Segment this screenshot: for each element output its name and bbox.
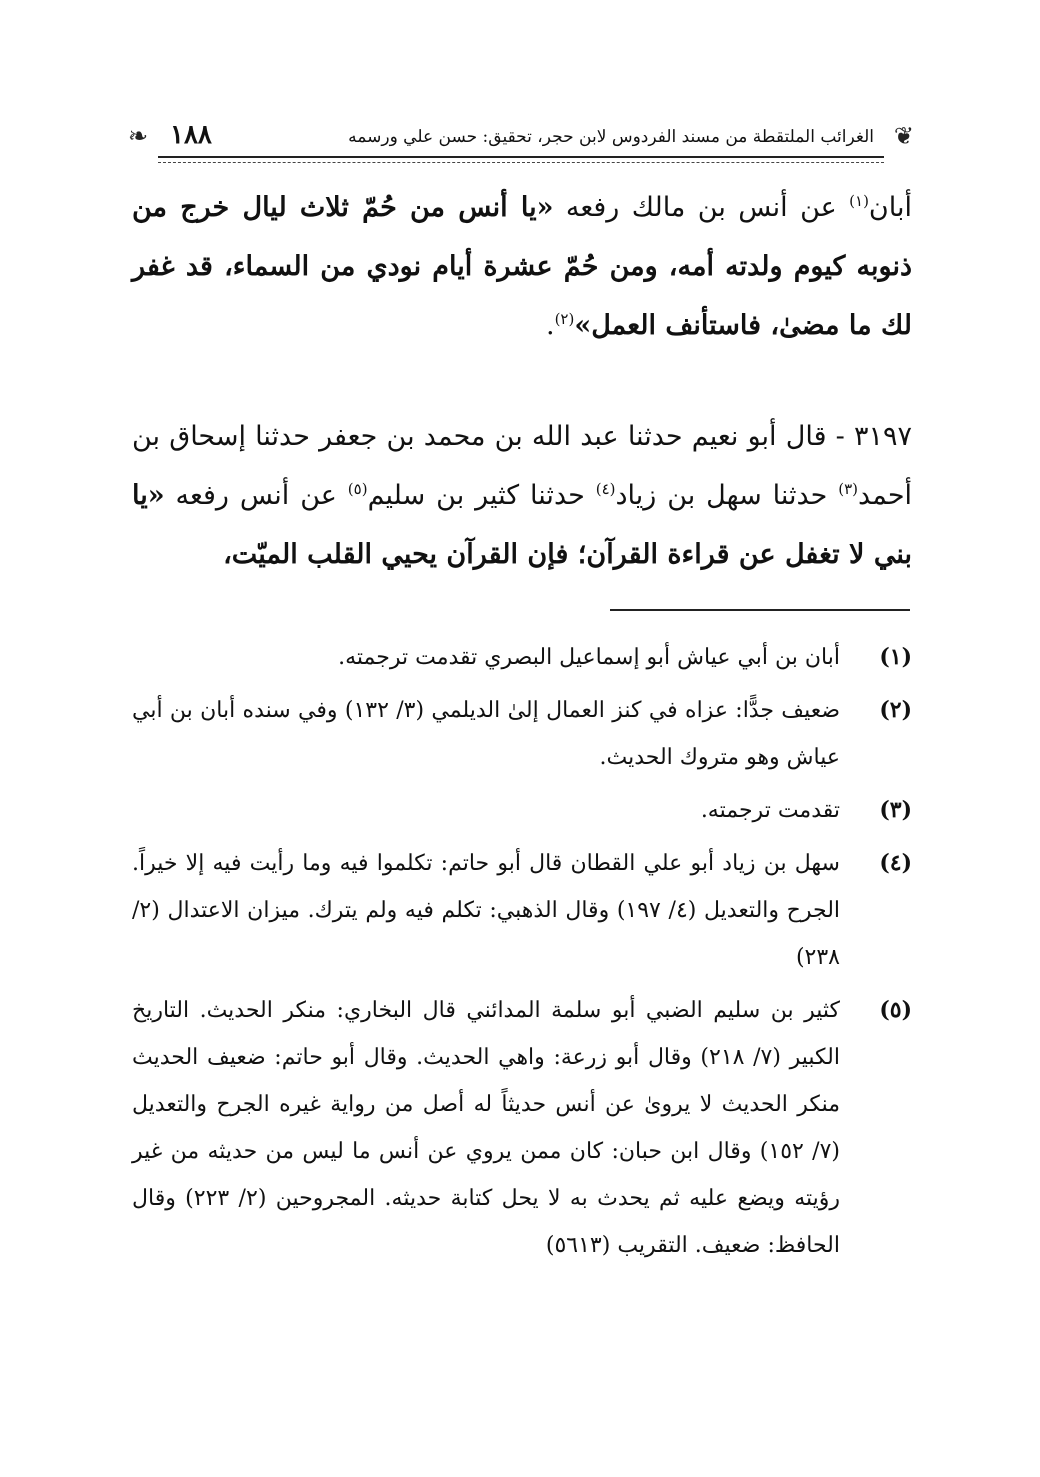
footnote-number: (٣) [879,797,912,823]
footnote-number: (١) [879,644,912,670]
footnote-text: ضعيف جدًّا: عزاه في كنز العمال إلىٰ الديلمي (٣/ ١٣٢) وفي سنده أبان بن أبي عياش وهو متروك الحديث. [132,698,841,770]
footnote-ref: (٤) [595,480,616,498]
footnote-ref: (١) [849,192,869,210]
chain-text: ٣١٩٧ - قال أبو نعيم حدثنا عبد الله بن محمد بن جعفر حدثنا إسحاق بن أحمد [132,421,913,511]
footnote [132,687,912,781]
footnote [132,987,912,1269]
chain-text: حدثنا سهل بن زياد [615,480,839,511]
chain-text: حدثنا كثير بن سليم [367,480,596,511]
footnotes [132,634,912,1275]
floral-ornament-icon: ❧ [128,122,149,150]
footnote-text: كثير بن سليم الضبي أبو سلمة المدائني قال البخاري: منكر الحديث. التاريخ الكبير (٧/ ٢١٨) وقال أبو زرعة: واهي الحديث. وقال أبو حاتم: ضعيف الحديث منكر الحديث لا يروىٰ عن أنس حديثاً له أصل من رواية غيره الجرح والتعديل (٧/ ١٥٢) وقال ابن حبان: كان ممن يروي عن أنس ما ليس من حديثه من غير رؤيته ويضع عليه ثم يحدث به لا يحل كتابة حديثه. المجروحين (٢/ ٢٢٣) وقال الحافظ: ضعيف. التقريب (٥٦١٣) [132,998,841,1258]
header-rule [158,156,884,163]
footnote-ref: (٥) [347,480,368,498]
hadith-paragraph-1 [132,178,912,355]
period: . [545,310,555,341]
footnote-number: (٤) [879,850,912,876]
footnote-ref: (٣) [838,480,859,498]
chain-text: عن أنس بن مالك رفعه [553,192,850,223]
chain-text: عن أنس رفعه [164,480,348,511]
footnote-number: (٢) [879,697,912,723]
page-header [128,118,914,166]
footnote-text: سهل بن زياد أبو علي القطان قال أبو حاتم: تكلموا فيه وما رأيت فيه إلا خيراً. الجرح والتعديل (٤/ ١٩٧) وقال الذهبي: تكلم فيه ولم يترك. ميزان الاعتدال (٢/ ٢٣٨) [132,851,841,970]
floral-ornament-icon: ❦ [893,122,914,150]
footnote [132,787,912,834]
hadith-text: «يا بني لا تغفل عن قراءة القرآن؛ فإن القرآن يحيي القلب الميّت، [132,480,912,570]
footnote [132,840,912,981]
hadith-paragraph-2 [132,407,912,584]
footnote-ref: (٢) [554,310,575,328]
footnote-text: تقدمت ترجمته. [700,798,840,823]
hadith-text: «يا أنس من حُمّ ثلاث ليال خرج من ذنوبه كيوم ولدته أمه، ومن حُمّ عشرة أيام نودي من السماء، قد غفر لك ما مضىٰ، فاستأنف العمل» [132,192,912,341]
running-title: الغرائب الملتقطة من مسند الفردوس لابن حجر، تحقيق: حسن علي ورسمه [348,127,874,147]
footnote-text: أبان بن أبي عياش أبو إسماعيل البصري تقدمت ترجمته. [338,645,840,670]
footnote-number: (٥) [879,997,912,1023]
page-number: ١٨٨ [170,120,212,150]
footnote [132,634,912,681]
narrator: أبان [868,192,912,223]
footnote-separator [610,609,910,611]
